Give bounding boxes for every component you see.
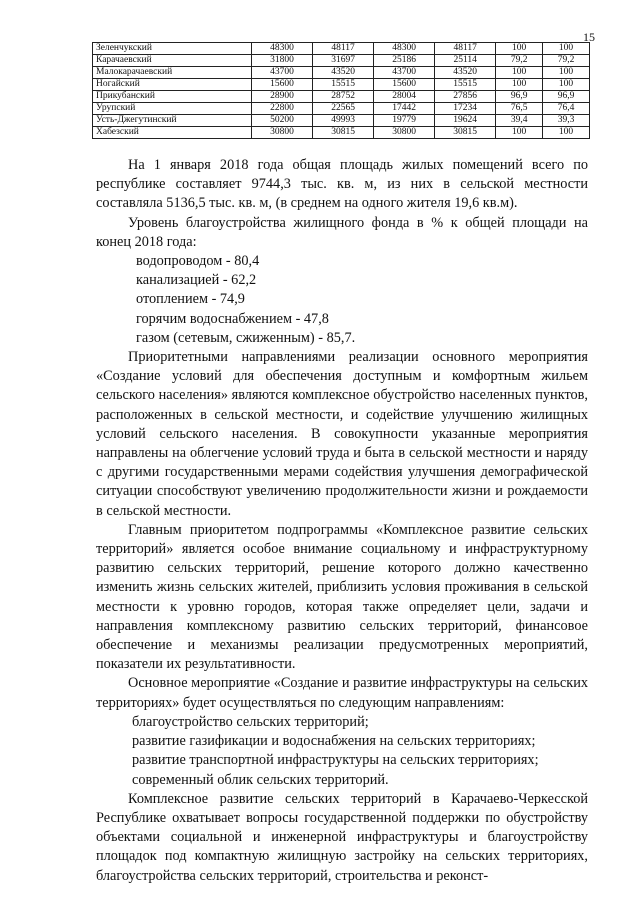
value-cell: 96,9 (496, 91, 543, 103)
value-cell: 76,5 (496, 103, 543, 115)
table-row (93, 55, 590, 67)
value-cell: 22565 (313, 103, 374, 115)
value-cell: 15600 (252, 79, 313, 91)
district-cell: Усть-Джегутинский (93, 115, 252, 127)
table-row (93, 79, 590, 91)
value-cell: 17234 (435, 103, 496, 115)
value-cell: 48117 (435, 43, 496, 55)
value-cell: 17442 (374, 103, 435, 115)
value-cell: 43520 (435, 67, 496, 79)
value-cell: 39,3 (543, 115, 590, 127)
list-item: горячим водоснабжением - 47,8 (136, 310, 329, 327)
list-item: развитие транспортной инфраструктуры на сельских территориях; (132, 752, 539, 769)
district-cell: Хабезский (93, 127, 252, 139)
district-cell: Малокарачаевский (93, 67, 252, 79)
value-cell: 100 (543, 127, 590, 139)
district-cell: Ногайский (93, 79, 252, 91)
list-item: водопроводом - 80,4 (136, 253, 260, 270)
list-item: канализацией - 62,2 (136, 272, 257, 289)
amenities-list (96, 252, 588, 348)
value-cell: 30815 (435, 127, 496, 139)
table-row (93, 67, 590, 79)
body-text (96, 156, 588, 886)
value-cell: 100 (496, 67, 543, 79)
value-cell: 79,2 (496, 55, 543, 67)
value-cell: 28900 (252, 91, 313, 103)
value-cell: 100 (543, 43, 590, 55)
district-cell: Прикубанский (93, 91, 252, 103)
value-cell: 19624 (435, 115, 496, 127)
list-item: развитие газификации и водоснабжения на сельских территориях; (132, 733, 536, 750)
value-cell: 79,2 (543, 55, 590, 67)
paragraph-main-priority: Главным приоритетом подпрограммы «Комплексное развитие сельских территорий» является особое внимание социальному и инфраструктурному развитию сельских территорий, решение которого должно качественно изменить жизнь сельских жителей, приблизить условия проживания в сельской местности к уровню городов, которая также определяет цели, задачи и направления комплексному развитию сельских территорий, финансовое обеспечение и механизмы реализации предусмотренных мероприятий, показатели их результативности. (96, 521, 588, 673)
value-cell: 100 (496, 79, 543, 91)
value-cell: 43700 (374, 67, 435, 79)
value-cell: 48300 (252, 43, 313, 55)
district-cell: Урупский (93, 103, 252, 115)
value-cell: 27856 (435, 91, 496, 103)
value-cell: 30800 (374, 127, 435, 139)
paragraph-main-activity: Основное мероприятие «Создание и развитие инфраструктуры на сельских территориях» будет осуществляться по следующим направлениям: (96, 675, 588, 711)
table-row (93, 103, 590, 115)
table-row (93, 43, 590, 55)
value-cell: 15600 (374, 79, 435, 91)
value-cell: 28004 (374, 91, 435, 103)
value-cell: 100 (496, 127, 543, 139)
value-cell: 25114 (435, 55, 496, 67)
value-cell: 100 (496, 43, 543, 55)
value-cell: 31697 (313, 55, 374, 67)
value-cell: 100 (543, 79, 590, 91)
table-row (93, 91, 590, 103)
value-cell: 19779 (374, 115, 435, 127)
paragraph-complex-development: Комплексное развитие сельских территорий в Карачаево-Черкесской Республике охватывает вопросы государственной поддержки по обустройству объектами социальной и инженерной инфраструктуры и благоустройству площадок под компактную жилищную застройку на сельских территориях, благоустройства сельских территорий, строительства и реконст- (96, 790, 588, 884)
value-cell: 30815 (313, 127, 374, 139)
value-cell: 22800 (252, 103, 313, 115)
directions-list (96, 713, 588, 790)
value-cell: 15515 (435, 79, 496, 91)
value-cell: 76,4 (543, 103, 590, 115)
value-cell: 43700 (252, 67, 313, 79)
value-cell: 49993 (313, 115, 374, 127)
page-number: 15 (583, 30, 595, 44)
list-item: отоплением - 74,9 (136, 291, 245, 308)
housing-table (92, 42, 590, 139)
paragraph-priorities: Приоритетными направлениями реализации основного мероприятия «Создание условий для обеспечения доступным и комфортным жильем сельского населения» являются комплексное обустройство населенных пунктов, расположенных в сельской местности, и содействие улучшению жилищных условий сельского населения. В совокупности указанные мероприятия направлены на облегчение условий труда и быта в сельской местности и наряду с другими государственными мерами содействия улучшения демографической ситуации способствуют увеличению продолжительности жизни и рождаемости в сельской местности. (96, 349, 588, 519)
value-cell: 48117 (313, 43, 374, 55)
table-row (93, 115, 590, 127)
district-cell: Зеленчукский (93, 43, 252, 55)
value-cell: 28752 (313, 91, 374, 103)
value-cell: 50200 (252, 115, 313, 127)
value-cell: 96,9 (543, 91, 590, 103)
table-row (93, 127, 590, 139)
value-cell: 31800 (252, 55, 313, 67)
value-cell: 30800 (252, 127, 313, 139)
value-cell: 100 (543, 67, 590, 79)
value-cell: 48300 (374, 43, 435, 55)
value-cell: 25186 (374, 55, 435, 67)
value-cell: 15515 (313, 79, 374, 91)
list-item: современный облик сельских территорий. (132, 771, 389, 788)
district-cell: Карачаевский (93, 55, 252, 67)
list-item: газом (сетевым, сжиженным) - 85,7. (136, 329, 356, 346)
paragraph-housing-area: На 1 января 2018 года общая площадь жилых помещений всего по республике составляет 9744,3 тыс. кв. м, из них в сельской местности составляла 5136,5 тыс. кв. м, (в среднем на одного жителя 19,6 кв.м). (96, 157, 588, 212)
value-cell: 43520 (313, 67, 374, 79)
paragraph-amenities-intro: Уровень благоустройства жилищного фонда в % к общей площади на конец 2018 года: (96, 214, 588, 250)
list-item: благоустройство сельских территорий; (132, 713, 369, 730)
value-cell: 39,4 (496, 115, 543, 127)
